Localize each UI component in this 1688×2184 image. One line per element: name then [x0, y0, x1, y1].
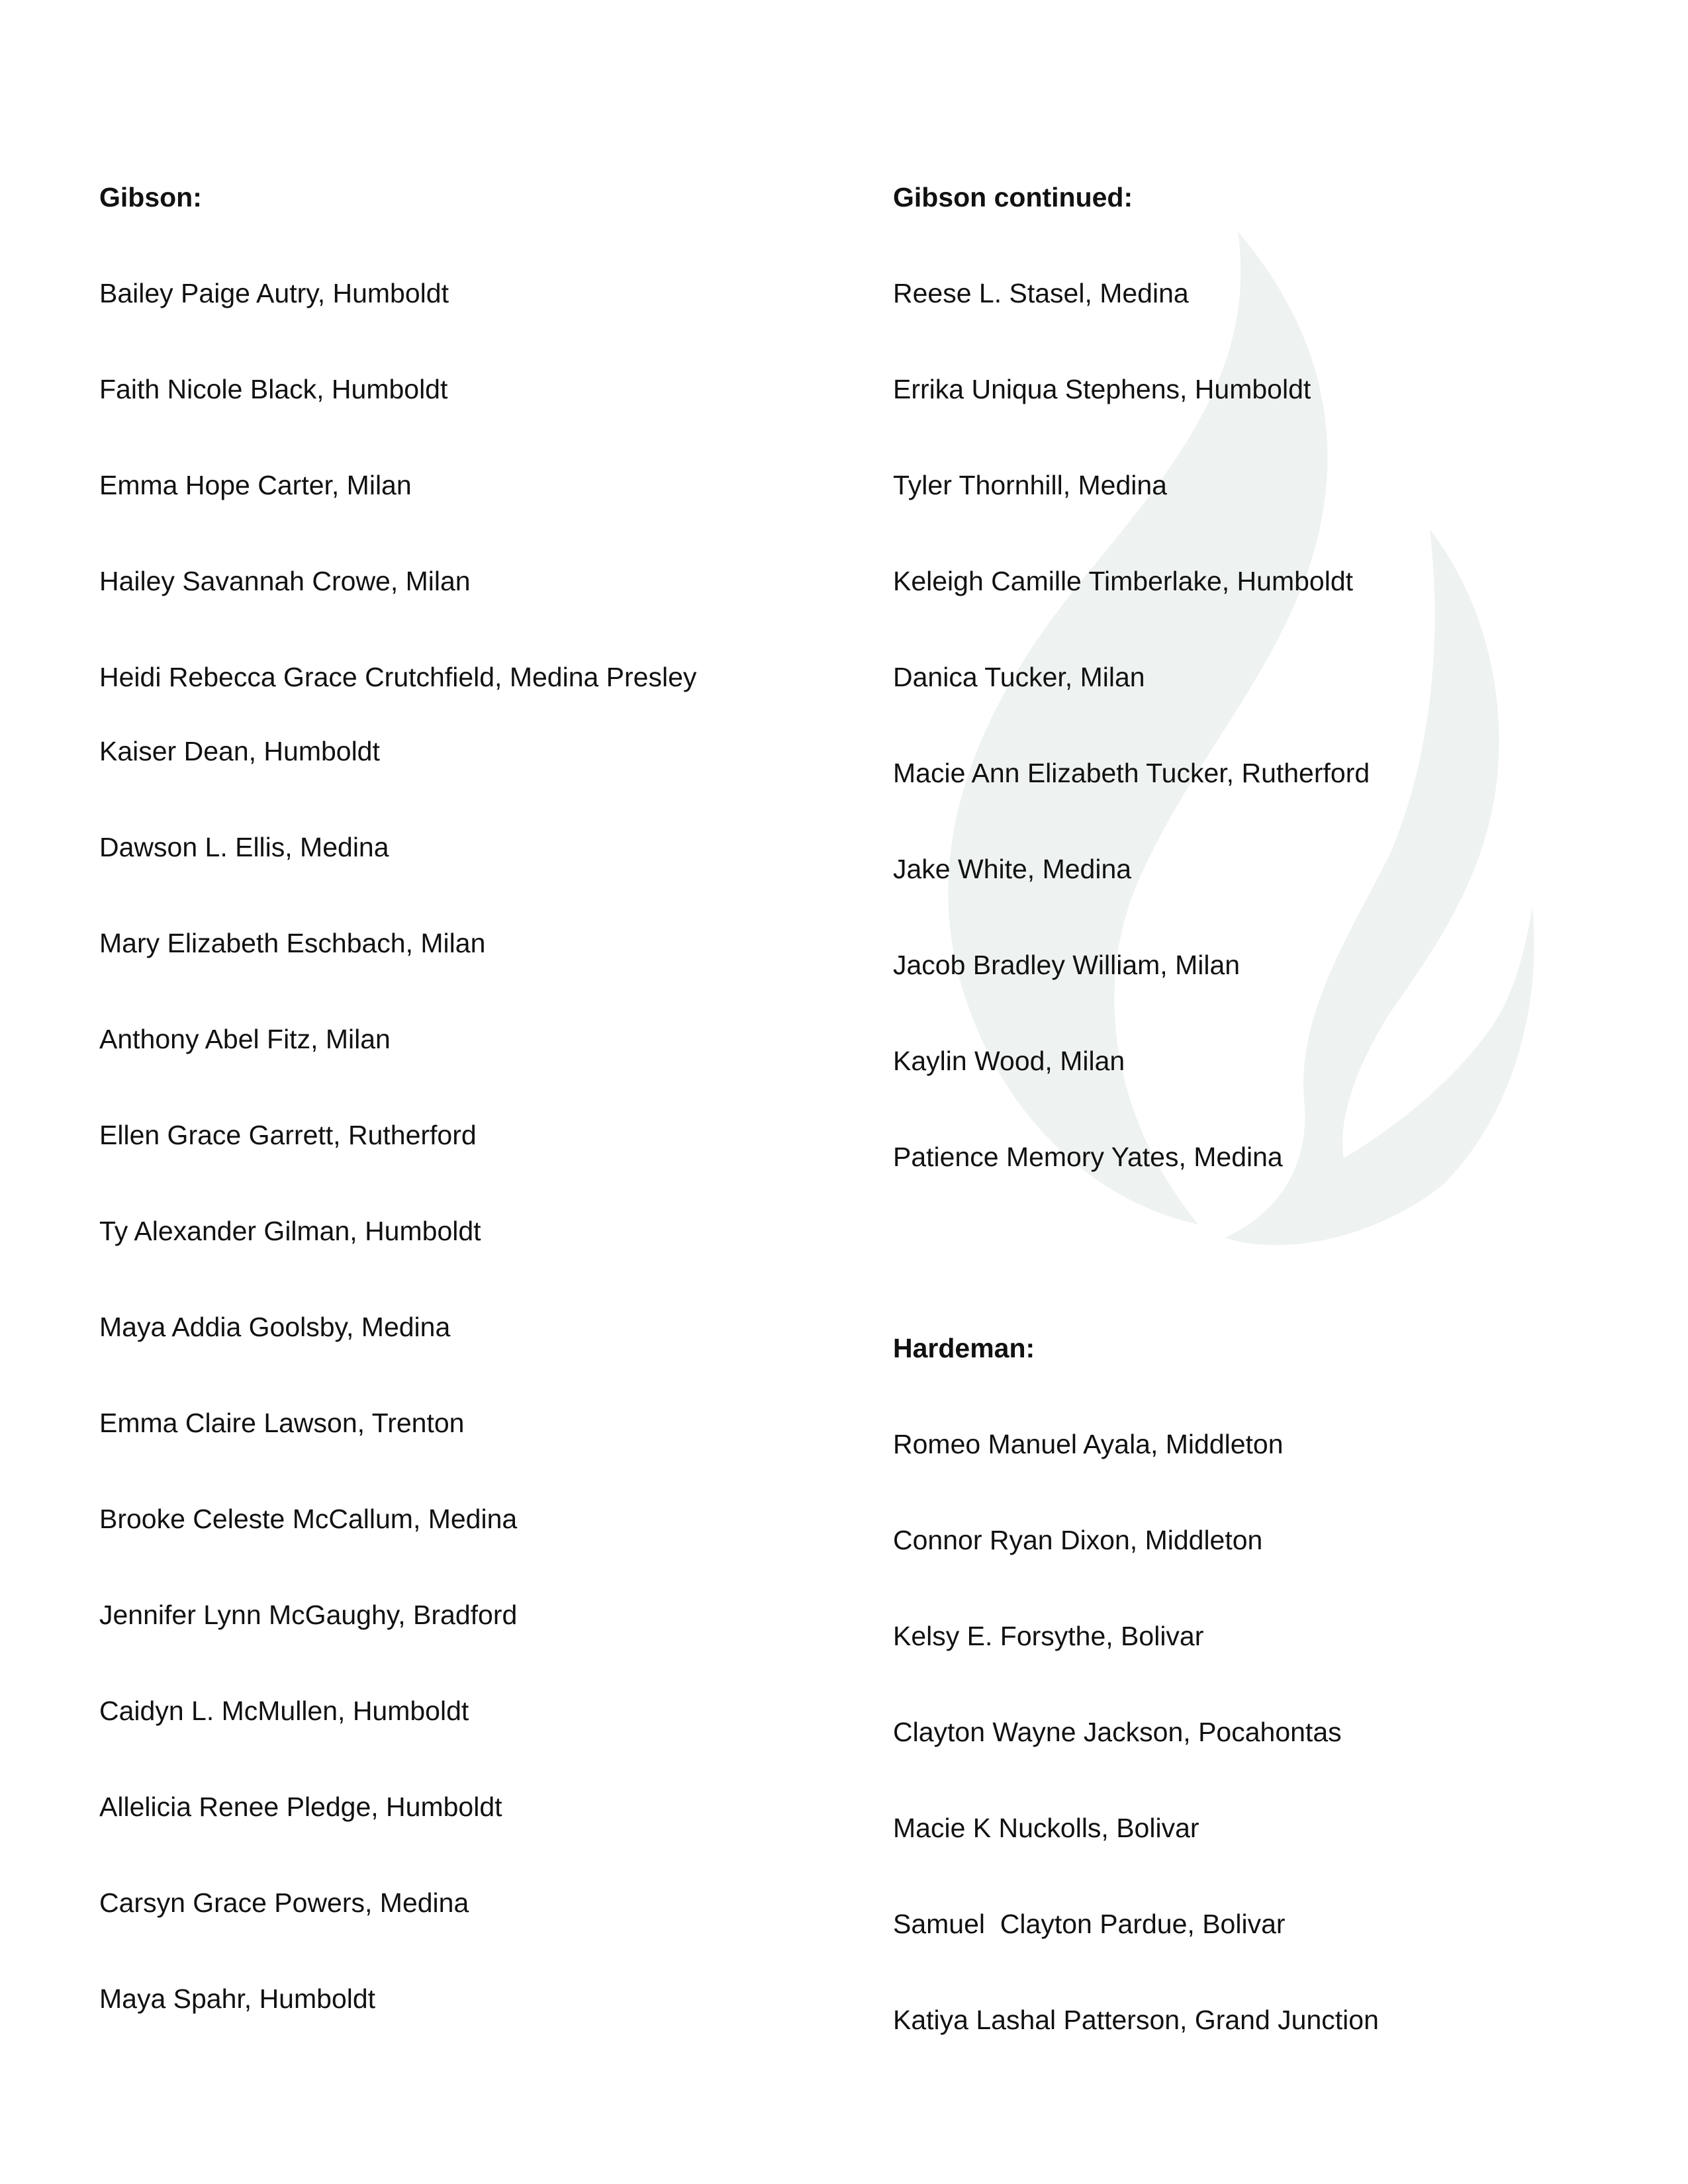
list-item: Connor Ryan Dixon, Middleton	[893, 1525, 1263, 1555]
list-item: Kaiser Dean, Humboldt	[99, 736, 380, 766]
list-item: Romeo Manuel Ayala, Middleton	[893, 1429, 1284, 1459]
list-item: Macie K Nuckolls, Bolivar	[893, 1813, 1199, 1843]
list-item: Keleigh Camille Timberlake, Humboldt	[893, 566, 1354, 596]
list-item: Kaylin Wood, Milan	[893, 1046, 1125, 1076]
list-item: Kelsy E. Forsythe, Bolivar	[893, 1621, 1204, 1651]
list-item: Jennifer Lynn McGaughy, Bradford	[99, 1600, 518, 1630]
list-item: Allelicia Renee Pledge, Humboldt	[99, 1792, 502, 1822]
list-item: Maya Spahr, Humboldt	[99, 1983, 376, 2014]
gibson-continued-heading: Gibson continued:	[893, 182, 1133, 212]
list-item: Ellen Grace Garrett, Rutherford	[99, 1120, 477, 1150]
list-item: Caidyn L. McMullen, Humboldt	[99, 1696, 469, 1726]
list-item: Katiya Lashal Patterson, Grand Junction	[893, 2005, 1379, 2035]
list-item: Samuel Clayton Pardue, Bolivar	[893, 1909, 1286, 1939]
list-item: Bailey Paige Autry, Humboldt	[99, 278, 449, 308]
list-item: Hailey Savannah Crowe, Milan	[99, 566, 471, 596]
list-item: Brooke Celeste McCallum, Medina	[99, 1504, 518, 1534]
list-item: Emma Hope Carter, Milan	[99, 470, 412, 500]
list-item: Maya Addia Goolsby, Medina	[99, 1312, 451, 1342]
list-item: Errika Uniqua Stephens, Humboldt	[893, 374, 1311, 404]
list-item: Emma Claire Lawson, Trenton	[99, 1408, 465, 1438]
list-item: Heidi Rebecca Grace Crutchfield, Medina Presley	[99, 662, 697, 692]
list-item: Patience Memory Yates, Medina	[893, 1142, 1283, 1172]
list-item: Dawson L. Ellis, Medina	[99, 832, 389, 862]
list-item: Faith Nicole Black, Humboldt	[99, 374, 448, 404]
list-item: Clayton Wayne Jackson, Pocahontas	[893, 1717, 1342, 1747]
hardeman-heading: Hardeman:	[893, 1333, 1035, 1363]
list-item: Jacob Bradley William, Milan	[893, 950, 1241, 980]
list-item: Danica Tucker, Milan	[893, 662, 1145, 692]
list-item: Anthony Abel Fitz, Milan	[99, 1024, 391, 1054]
list-item: Ty Alexander Gilman, Humboldt	[99, 1216, 481, 1246]
gibson-heading: Gibson:	[99, 182, 202, 212]
list-item: Mary Elizabeth Eschbach, Milan	[99, 928, 486, 958]
list-item: Reese L. Stasel, Medina	[893, 278, 1189, 308]
list-item: Tyler Thornhill, Medina	[893, 470, 1167, 500]
list-item: Macie Ann Elizabeth Tucker, Rutherford	[893, 758, 1370, 788]
list-item: Carsyn Grace Powers, Medina	[99, 1888, 469, 1918]
list-item: Jake White, Medina	[893, 854, 1132, 884]
